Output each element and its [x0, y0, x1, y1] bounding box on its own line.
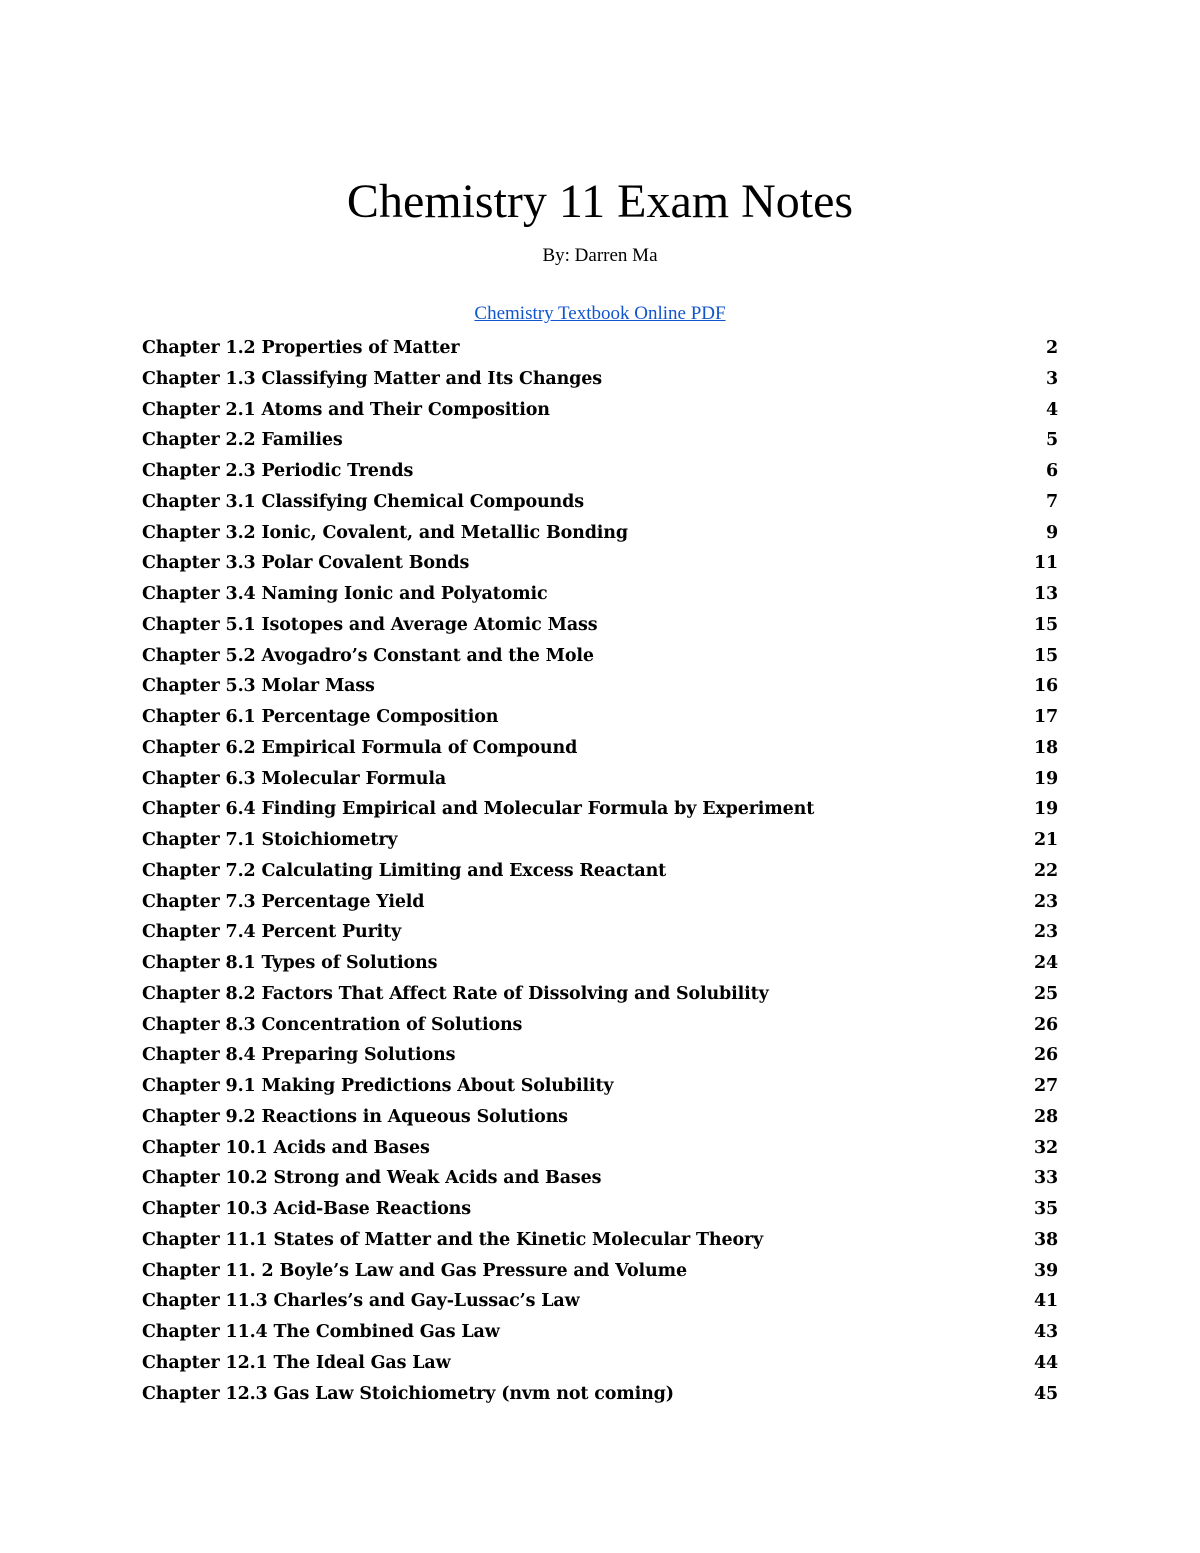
toc-entry-page-number: 15 [1033, 614, 1058, 635]
toc-entry[interactable] [142, 1133, 1058, 1164]
toc-entry[interactable] [142, 1317, 1058, 1348]
toc-entry-label: Chapter 3.2 Ionic, Covalent, and Metallic Bonding [142, 522, 628, 543]
document-author: By: Darren Ma [542, 245, 658, 266]
toc-entry[interactable] [142, 1010, 1058, 1041]
toc-entry[interactable] [142, 1071, 1058, 1102]
toc-entry[interactable] [142, 333, 1058, 364]
toc-entry-page-number: 4 [1045, 399, 1058, 420]
toc-entry-label: Chapter 8.3 Concentration of Solutions [142, 1014, 523, 1035]
toc-entry-label: Chapter 8.2 Factors That Affect Rate of Dissolving and Solubility [142, 983, 769, 1004]
toc-entry-page-number: 27 [1033, 1076, 1058, 1096]
toc-entry-page-number: 44 [1033, 1352, 1058, 1373]
toc-entry[interactable] [142, 979, 1058, 1010]
toc-entry-label: Chapter 2.3 Periodic Trends [142, 461, 414, 481]
toc-entry-label: Chapter 1.3 Classifying Matter and Its Changes [142, 368, 602, 389]
toc-entry-page-number: 22 [1033, 860, 1058, 881]
toc-entry[interactable] [142, 917, 1058, 948]
toc-entry[interactable] [142, 856, 1058, 887]
toc-entry-page-number: 5 [1045, 430, 1058, 451]
toc-entry-label: Chapter 7.2 Calculating Limiting and Excess Reactant [142, 860, 667, 881]
toc-entry-page-number: 11 [1033, 553, 1058, 574]
toc-entry-label: Chapter 3.4 Naming Ionic and Polyatomic [142, 584, 548, 604]
toc-entry-page-number: 3 [1045, 368, 1058, 389]
toc-entry-page-number: 23 [1033, 891, 1058, 912]
toc-entry[interactable] [142, 610, 1058, 641]
toc-entry-label: Chapter 10.2 Strong and Weak Acids and Bases [142, 1168, 602, 1189]
toc-entry-label: Chapter 11.3 Charles’s and Gay-Lussac’s Law [142, 1291, 580, 1312]
toc-entry-page-number: 6 [1045, 461, 1058, 481]
toc-entry-page-number: 28 [1033, 1106, 1058, 1127]
toc-entry[interactable] [142, 1102, 1058, 1133]
toc-entry-label: Chapter 6.2 Empirical Formula of Compound [142, 737, 578, 758]
toc-entry[interactable] [142, 702, 1058, 733]
toc-entry[interactable] [142, 1256, 1058, 1287]
toc-entry-label: Chapter 6.3 Molecular Formula [142, 768, 447, 789]
toc-entry-page-number: 25 [1033, 983, 1058, 1004]
toc-entry[interactable] [142, 671, 1058, 702]
toc-entry[interactable] [142, 487, 1058, 518]
toc-entry-label: Chapter 8.1 Types of Solutions [142, 953, 438, 973]
toc-entry[interactable] [142, 456, 1058, 487]
toc-entry-label: Chapter 5.2 Avogadro’s Constant and the Mole [142, 645, 594, 666]
toc-entry-label: Chapter 6.4 Finding Empirical and Molecular Formula by Experiment [142, 799, 815, 820]
toc-entry[interactable] [142, 364, 1058, 395]
toc-entry-label: Chapter 12.1 The Ideal Gas Law [142, 1352, 451, 1373]
toc-entry[interactable] [142, 579, 1058, 610]
toc-entry[interactable] [142, 733, 1058, 764]
toc-entry-label: Chapter 10.3 Acid-Base Reactions [142, 1199, 471, 1219]
toc-entry[interactable] [142, 1348, 1058, 1379]
toc-entry-label: Chapter 2.1 Atoms and Their Composition [142, 399, 550, 420]
toc-entry-label: Chapter 9.2 Reactions in Aqueous Solutions [142, 1106, 568, 1127]
toc-entry-page-number: 38 [1033, 1229, 1058, 1250]
toc-entry-page-number: 21 [1033, 830, 1058, 850]
toc-entry[interactable] [142, 548, 1058, 579]
toc-entry[interactable] [142, 1194, 1058, 1225]
toc-entry-label: Chapter 10.1 Acids and Bases [142, 1137, 430, 1158]
toc-entry-page-number: 23 [1033, 922, 1058, 943]
toc-entry-page-number: 16 [1033, 676, 1058, 697]
toc-entry-page-number: 32 [1033, 1137, 1058, 1158]
toc-entry-label: Chapter 7.4 Percent Purity [142, 922, 402, 943]
toc-entry[interactable] [142, 395, 1058, 426]
toc-entry-label: Chapter 11.4 The Combined Gas Law [142, 1322, 500, 1342]
toc-entry-label: Chapter 5.3 Molar Mass [142, 676, 375, 697]
toc-entry-label: Chapter 12.3 Gas Law Stoichiometry (nvm not coming) [142, 1383, 674, 1404]
toc-entry-page-number: 2 [1045, 338, 1058, 358]
toc-entry-page-number: 45 [1033, 1383, 1058, 1404]
toc-entry-label: Chapter 3.3 Polar Covalent Bonds [142, 553, 470, 574]
toc-entry-page-number: 26 [1033, 1045, 1058, 1066]
toc-entry-label: Chapter 8.4 Preparing Solutions [142, 1045, 456, 1066]
toc-entry-page-number: 19 [1033, 768, 1058, 789]
toc-entry-label: Chapter 7.1 Stoichiometry [142, 830, 398, 850]
toc-entry[interactable] [142, 1379, 1058, 1410]
toc-entry[interactable] [142, 794, 1058, 825]
toc-entry-label: Chapter 11. 2 Boyle’s Law and Gas Pressure and Volume [142, 1260, 687, 1281]
toc-entry-page-number: 26 [1033, 1014, 1058, 1035]
toc-entry[interactable] [142, 1040, 1058, 1071]
toc-entry-page-number: 18 [1033, 737, 1058, 758]
toc-entry-page-number: 15 [1033, 645, 1058, 666]
toc-entry[interactable] [142, 1225, 1058, 1256]
toc-entry[interactable] [142, 825, 1058, 856]
toc-entry-page-number: 43 [1033, 1322, 1058, 1342]
toc-entry-page-number: 24 [1033, 953, 1058, 973]
toc-entry-page-number: 7 [1045, 491, 1058, 512]
toc-entry-page-number: 13 [1033, 584, 1058, 604]
toc-entry-page-number: 9 [1045, 522, 1058, 543]
toc-entry-page-number: 39 [1033, 1260, 1058, 1281]
toc-entry-page-number: 41 [1033, 1291, 1058, 1312]
toc-entry-page-number: 17 [1033, 707, 1058, 727]
toc-entry-label: Chapter 11.1 States of Matter and the Kinetic Molecular Theory [142, 1229, 764, 1250]
toc-entry-label: Chapter 2.2 Families [142, 430, 343, 451]
toc-entry-label: Chapter 6.1 Percentage Composition [142, 707, 499, 727]
toc-entry-page-number: 19 [1033, 799, 1058, 820]
toc-entry[interactable] [142, 1286, 1058, 1317]
toc-entry-label: Chapter 3.1 Classifying Chemical Compounds [142, 491, 584, 512]
textbook-link-row [0, 301, 1200, 327]
toc-entry-label: Chapter 5.1 Isotopes and Average Atomic Mass [142, 614, 598, 635]
toc-entry[interactable] [142, 887, 1058, 918]
textbook-pdf-link[interactable]: Chemistry Textbook Online PDF [474, 303, 726, 324]
toc-entry-label: Chapter 9.1 Making Predictions About Solubility [142, 1076, 614, 1096]
toc-entry[interactable] [142, 641, 1058, 672]
toc-entry-label: Chapter 7.3 Percentage Yield [142, 891, 425, 912]
toc-entry[interactable] [142, 518, 1058, 549]
toc-entry-page-number: 33 [1033, 1168, 1058, 1189]
toc-entry[interactable] [142, 764, 1058, 795]
toc-entry-page-number: 35 [1033, 1199, 1058, 1219]
toc-entry-label: Chapter 1.2 Properties of Matter [142, 338, 460, 358]
toc-entry[interactable] [142, 1163, 1058, 1194]
table-of-contents [142, 333, 1058, 1409]
toc-entry[interactable] [142, 425, 1058, 456]
document-title: Chemistry 11 Exam Notes [346, 175, 854, 228]
toc-entry[interactable] [142, 948, 1058, 979]
